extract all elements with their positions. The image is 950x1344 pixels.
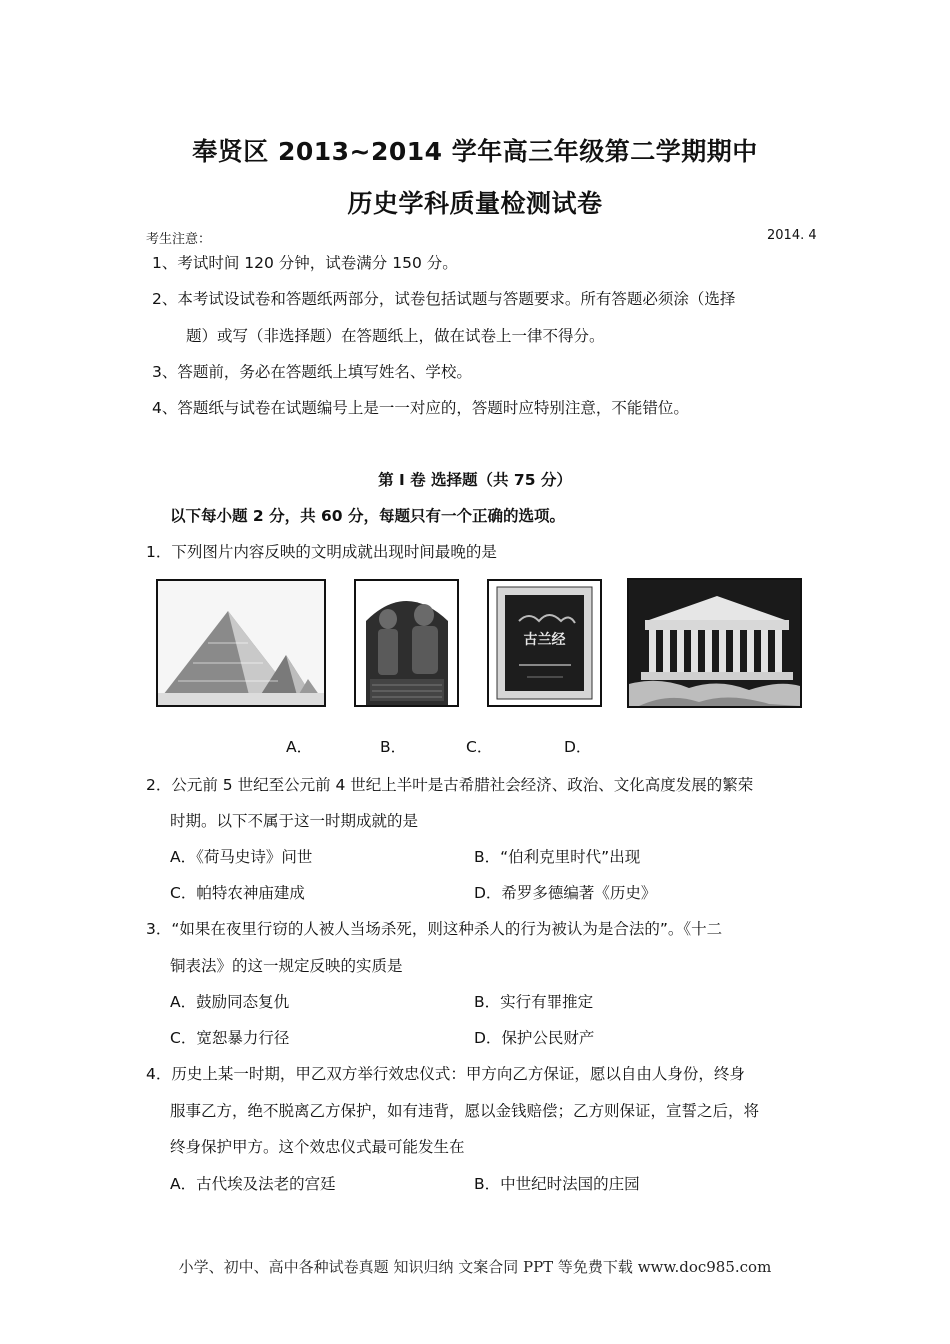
hammurabi-stele-image <box>354 579 459 707</box>
exam-subtitle: 历史学科质量检测试卷 <box>347 189 603 218</box>
parthenon-image <box>627 578 802 708</box>
q3-option-c: C．宽恕暴力行径 <box>170 1029 290 1047</box>
footer-text: 小学、初中、高中各种试卷真题 知识归纳 文案合同 PPT 等免费下载 www.doc985.com <box>178 1258 772 1276</box>
note-3: 3、答题前，务必在答题纸上填写姓名、学校。 <box>152 363 472 381</box>
q1-option-d: D． <box>564 738 592 756</box>
note-1: 1、考试时间 120 分钟，试卷满分 150 分。 <box>152 254 458 272</box>
note-2: 2、本考试设试卷和答题纸两部分，试卷包括试题与答题要求。所有答题必须涂（选择 <box>152 290 736 308</box>
q2-stem-line2: 时期。以下不属于这一时期成就的是 <box>170 812 419 830</box>
q3-stem-line2: 铜表法》的这一规定反映的实质是 <box>170 957 403 975</box>
note-2-cont: 题）或写（非选择题）在答题纸上，做在试卷上一律不得分。 <box>186 327 605 345</box>
q4-option-a: A．古代埃及法老的宫廷 <box>170 1175 336 1193</box>
section-title: 第 I 卷 选择题（共 75 分） <box>378 471 572 489</box>
q3-option-d: D．保护公民财产 <box>474 1029 595 1047</box>
q4-stem-line2: 服事乙方，绝不脱离乙方保护，如有违背，愿以金钱赔偿；乙方则保证，宣誓之后，将 <box>170 1102 760 1120</box>
notice-label: 考生注意： <box>146 232 212 247</box>
q3-option-a: A．鼓励同态复仇 <box>170 993 290 1011</box>
q2-option-d: D．希罗多德编著《历史》 <box>474 884 657 902</box>
quran-book-title: 古兰经 <box>523 632 566 648</box>
q3-option-b: B．实行有罪推定 <box>474 993 594 1011</box>
section-instruction: 以下每小题 2 分，共 60 分，每题只有一个正确的选项。 <box>170 507 565 525</box>
q2-option-a: A．《荷马史诗》问世 <box>170 848 313 866</box>
q4-stem-line1: 4．历史上某一时期，甲乙双方举行效忠仪式：甲方向乙方保证，愿以自由人身份，终身 <box>146 1065 745 1083</box>
q1-option-b: B． <box>380 738 407 756</box>
q3-stem-line1: 3．“如果在夜里行窃的人被人当场杀死，则这种杀人的行为被认为是合法的”。《十二 <box>146 920 723 938</box>
q2-option-b: B．“伯利克里时代”出现 <box>474 848 641 866</box>
q1-option-a: A． <box>286 738 313 756</box>
quran-book-image <box>487 579 602 707</box>
q2-option-c: C．帕特农神庙建成 <box>170 884 305 902</box>
exam-date: 2014. 4 <box>767 228 817 243</box>
q1-option-c: C． <box>466 738 493 756</box>
pyramids-image <box>156 579 326 707</box>
exam-title: 奉贤区 2013~2014 学年高三年级第二学期期中 <box>192 137 758 166</box>
q4-stem-line3: 终身保护甲方。这个效忠仪式最可能发生在 <box>170 1138 465 1156</box>
q2-stem-line1: 2．公元前 5 世纪至公元前 4 世纪上半叶是古希腊社会经济、政治、文化高度发展的繁荣 <box>146 776 754 794</box>
note-4: 4、答题纸与试卷在试题编号上是一一对应的，答题时应特别注意，不能错位。 <box>152 399 689 417</box>
q1-stem: 1．下列图片内容反映的文明成就出现时间最晚的是 <box>146 543 497 561</box>
q4-option-b: B．中世纪时法国的庄园 <box>474 1175 640 1193</box>
